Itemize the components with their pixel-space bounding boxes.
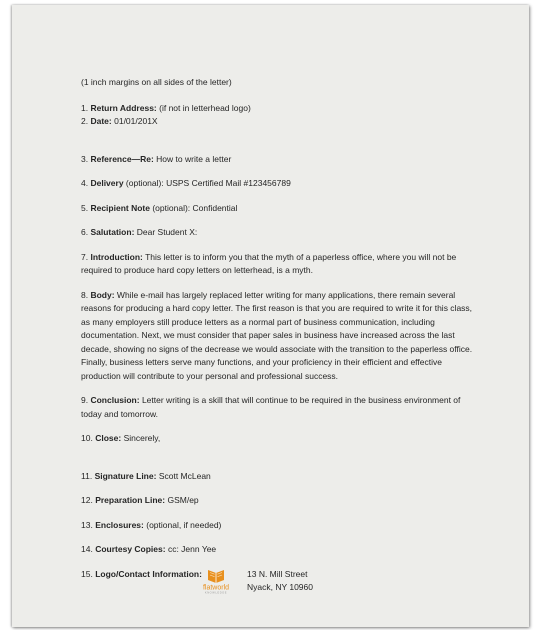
logo-tagline: KNOWLEDGE	[204, 591, 228, 594]
address-line-2: Nyack, NY 10960	[247, 582, 313, 592]
item-recipient-note: 5. Recipient Note (optional): Confidential	[81, 202, 238, 213]
item-close: 10. Close: Sincerely,	[81, 433, 161, 443]
letter-content	[81, 76, 481, 594]
margins-note: (1 inch margins on all sides of the letter)	[81, 77, 232, 87]
item-preparation-line: 12. Preparation Line: GSM/ep	[81, 495, 199, 505]
item-conclusion: 9. Conclusion: Letter writing is a skill that will continue to be required in the business environment of today and tomorrow.	[81, 395, 461, 419]
item-body: 8. Body: While e-mail has largely replaced letter writing for many applications, there remain several reasons for producing a hard copy letter. The first reason is that you are required to write it for this class, as many employers still produce letters as a normal part of business communication, including documentation. Next, we must consider that paper sales in business have increased across the last decade, showing no signs of the decrease we would associate with the transition to the paperless office. Finally, business letters serve many functions, and your proficiency in their efficient and effective production will contribute to your personal and professional success.	[81, 289, 473, 381]
logo-contact-row	[81, 568, 481, 594]
item-courtesy-copies: 14. Courtesy Copies: cc: Jenn Yee	[81, 544, 217, 554]
item-return-address: 1. Return Address: (if not in letterhead logo)	[81, 102, 251, 113]
item-delivery: 4. Delivery (optional): USPS Certified Mail #123456789	[81, 178, 291, 188]
item-salutation: 6. Salutation: Dear Student X:	[81, 227, 198, 237]
book-logo-icon	[198, 568, 234, 594]
contact-address	[247, 568, 313, 595]
item-enclosures: 13. Enclosures: (optional, if needed)	[81, 519, 222, 530]
flatworld-logo	[198, 568, 234, 594]
item-logo-contact: 15. Logo/Contact Information:	[81, 568, 202, 579]
letter-page	[12, 5, 529, 627]
item-date: 2. Date: 01/01/201X	[81, 116, 158, 126]
logo-wordmark: flatworld	[202, 584, 230, 591]
item-reference: 3. Reference—Re: How to write a letter	[81, 153, 232, 164]
address-line-1: 13 N. Mill Street	[247, 568, 308, 579]
item-signature-line: 11. Signature Line: Scott McLean	[81, 470, 211, 481]
item-introduction: 7. Introduction: This letter is to inform you that the myth of a paperless office, where you will not be required to produce hard copy letters on letterhead, is a myth.	[81, 251, 457, 275]
